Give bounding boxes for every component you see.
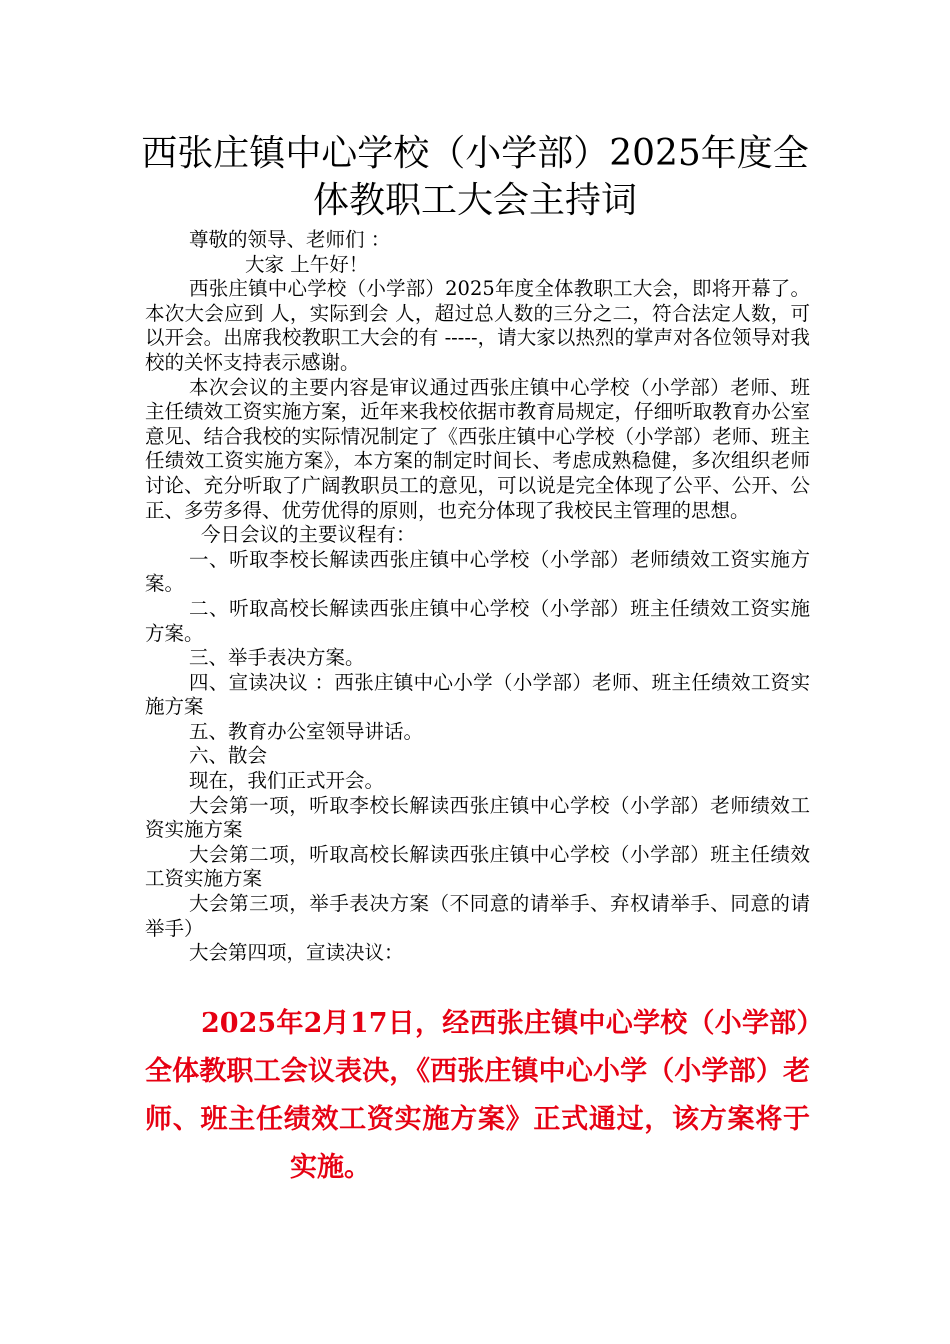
paragraph-opening: 西张庄镇中心学校（小学部）2025年度全体教职工大会，即将开幕了。本次大会应到 人，实际到会 人，超过总人数的三分之二，符合法定人数，可以开会。出席我校教职工大会的有 -----，请大家以热烈的掌声对各位领导对我校的关怀支持表示感谢。 [145, 277, 810, 374]
document-title-line-1: 西张庄镇中心学校（小学部）2025年度全 [141, 133, 809, 174]
agenda-heading: 今日会议的主要议程有： [201, 523, 416, 547]
agenda-item-2: 二、听取高校长解读西张庄镇中心学校（小学部）班主任绩效工资实施方案。 [145, 596, 810, 645]
meeting-item-3: 大会第三项，举手表决方案（不同意的请举手、弃权请举手、同意的请举手） [145, 892, 810, 940]
agenda-item-4: 四、宣读决议 ：西张庄镇中心小学（小学部）老师、班主任绩效工资实施方案 [145, 670, 810, 719]
meeting-item-4: 大会第四项，宣读决议： [189, 941, 404, 965]
greeting: 大家 上午好！ [245, 252, 369, 276]
agenda-item-1: 一、听取李校长解读西张庄镇中心学校（小学部）老师绩效工资实施方案。 [145, 547, 810, 596]
meeting-item-2: 大会第二项，听取高校长解读西张庄镇中心学校（小学部）班主任绩效工资实施方案 [145, 842, 810, 891]
resolution-paragraph [145, 1000, 810, 1192]
resolution-text-end: 实施。 [290, 1152, 371, 1183]
document-title-line-2: 体教职工大会主持词 [312, 180, 637, 221]
agenda-item-5: 五、教育办公室领导讲话。 [189, 719, 424, 743]
document-body [145, 228, 810, 966]
resolution-text-main: 2025年2月17日，经西张庄镇中心学校（小学部）全体教职工会议表决，《西张庄镇中心小学（小学部）老师、班主任绩效工资实施方案》正式通过，该方案将于 [145, 1008, 810, 1135]
agenda-item-6: 六、散会 [189, 744, 268, 768]
agenda-item-3: 三、举手表决方案。 [189, 646, 365, 670]
salutation: 尊敬的领导、老师们 ： [189, 228, 391, 251]
meeting-item-1: 大会第一项，听取李校长解读西张庄镇中心学校（小学部）老师绩效工资实施方案 [145, 793, 810, 842]
meeting-start: 现在，我们正式开会。 [189, 769, 385, 793]
resolution-text [145, 1000, 810, 1192]
paragraph-main-content: 本次会议的主要内容是审议通过西张庄镇中心学校（小学部）老师、班主任绩效工资实施方案，近年来我校依据市教育局规定，仔细听取教育办公室意见、结合我校的实际情况制定了《西张庄镇中心学校（小学部）老师、班主任绩效工资实施方案》，本方案的制定时间长、考虑成熟稳健，多次组织老师讨论、充分听取了广阔教职员工的意见，可以说是完全体现了公平、公开、公正、多劳多得、优劳优得的原则，也充分体现了我校民主管理的思想。 [145, 375, 810, 522]
